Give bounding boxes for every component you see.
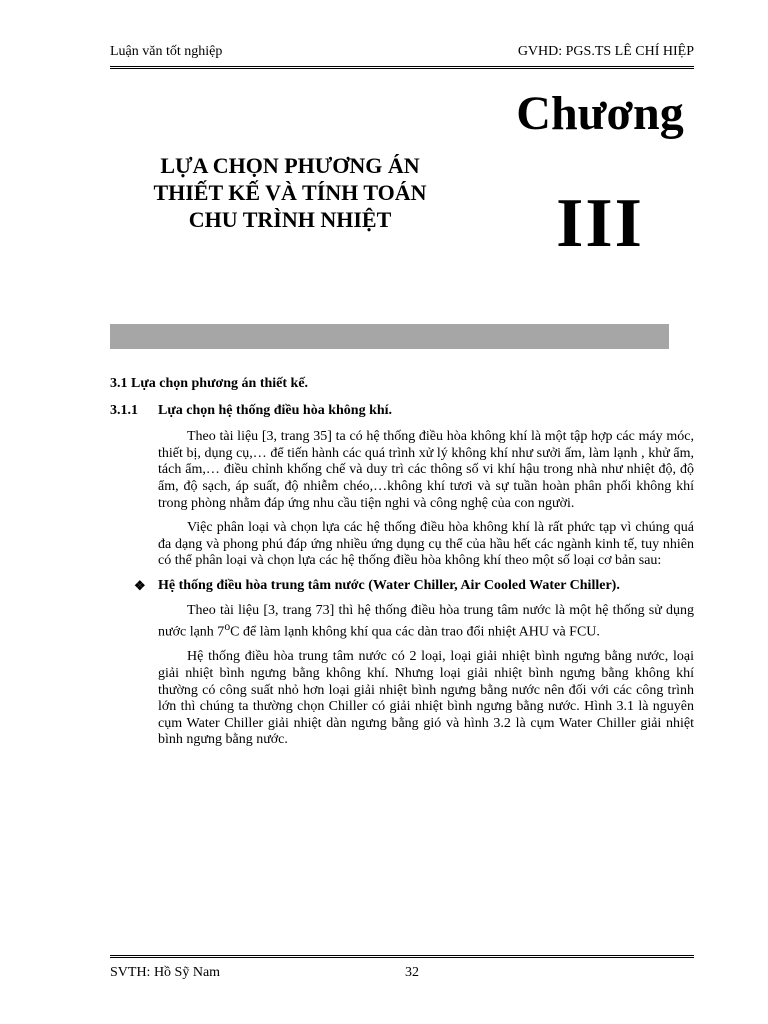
paragraph: Theo tài liệu [3, trang 35] ta có hệ thống điều hòa không khí là một tập hợp các máy móc, thiết bị, dụng cụ,… để tiến hành các quá trình xử lý không khí như sưởi ấm, làm lạnh , khử ẩm, tách ẩm,… điều chỉnh khống chế và duy trì các thông số vi khí hậu trong nhà như nhiệt độ, độ ẩm, độ sạch, áp suất, độ nhiễm chéo,…không khí tươi và sự tuần hoàn phân phối không khí trong phòng nhằm đáp ứng nhu cầu tiện nghi và công nghệ của con người. (158, 429, 694, 511)
paragraph: Việc phân loại và chọn lựa các hệ thống điều hòa không khí là rất phức tạp vì chúng quá đa dạng và phong phú đáp ứng nhiều ứng dụng cụ thể của hầu hết các ngành kinh tế, tuy nhiên có thể phân loại và chọn lựa các hệ thống điều hòa không khí theo một số loại cơ bản sau: (158, 520, 694, 569)
header-advisor-label: GVHD: PGS.TS LÊ CHÍ HIỆP (517, 44, 694, 59)
subsection-heading (110, 403, 694, 420)
page-header (110, 40, 694, 69)
chapter-divider-bar (110, 324, 669, 349)
bullet-item (134, 578, 694, 595)
chapter-title-line: THIẾT KẾ VÀ TÍNH TOÁN (153, 180, 427, 205)
paragraph (158, 603, 694, 642)
paragraph-text: Theo tài liệu [3, trang 73] thì hệ thống điều hòa trung tâm nước là một hệ thống sử dụng nước lạnh 7 (158, 602, 694, 640)
body-content (110, 376, 694, 757)
bullet-text: Hệ thống điều hòa trung tâm nước (Water Chiller, Air Cooled Water Chiller). (158, 577, 620, 593)
page-number: 32 (405, 965, 419, 980)
chapter-title-line: LỰA CHỌN PHƯƠNG ÁN (160, 153, 420, 178)
chapter-title-line: CHU TRÌNH NHIỆT (188, 207, 392, 232)
footer-student-label: SVTH: Hồ Sỹ Nam (110, 965, 221, 980)
chapter-word: Chương (516, 87, 684, 140)
degree-superscript: o (224, 620, 231, 634)
page-footer (110, 955, 694, 988)
subsection-title: Lựa chọn hệ thống điều hòa không khí. (158, 402, 393, 418)
paragraph: Hệ thống điều hòa trung tâm nước có 2 loại, loại giải nhiệt bình ngưng bằng nước, loại giải nhiệt bình ngưng bằng không khí. Nhưng loại giải nhiệt bình ngưng bằng không khí thường có công suất nhỏ hơn loại giải nhiệt bình ngưng bằng nước nên đối với các công trình lớn thì chúng ta thường chọn Chiller có giải nhiệt bình ngưng bằng nước. Hình 3.1 là nguyên cụm Water Chiller giải nhiệt dàn ngưng bằng gió và hình 3.2 là cụm Water Chiller giải nhiệt bình ngưng bằng nước. (158, 649, 694, 748)
chapter-number: III (556, 185, 644, 262)
diamond-bullet-icon: ❖ (134, 577, 146, 593)
chapter-title (110, 152, 470, 233)
header-thesis-label: Luận văn tốt nghiệp (110, 44, 223, 59)
subsection-number: 3.1.1 (110, 402, 138, 418)
paragraph-text: C để làm lạnh không khí qua các dàn trao đổi nhiệt AHU và FCU. (230, 624, 600, 640)
section-heading: 3.1 Lựa chọn phương án thiết kế. (110, 376, 309, 391)
